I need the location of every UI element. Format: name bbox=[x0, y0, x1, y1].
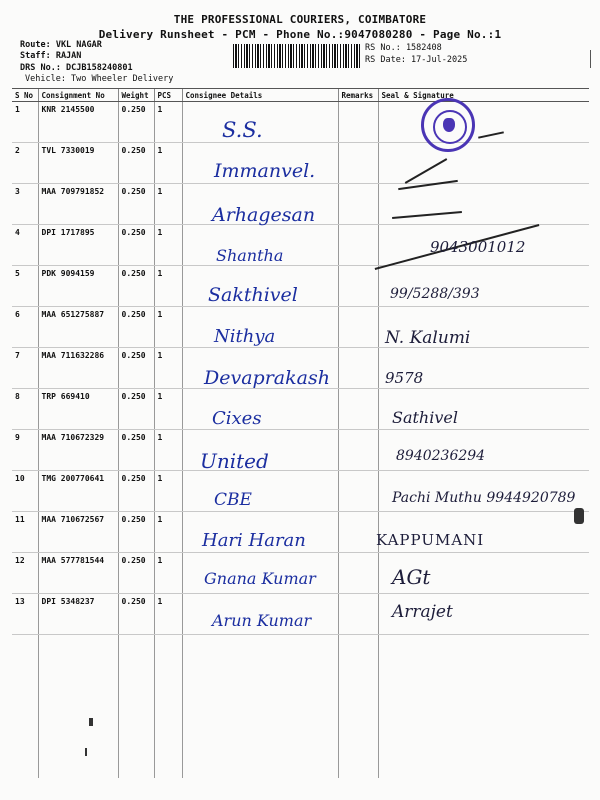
cell-sno: 5 bbox=[12, 266, 38, 307]
pen-mark bbox=[85, 748, 87, 756]
handwritten-signature: 9043001012 bbox=[430, 238, 526, 256]
handwritten-consignee: Nithya bbox=[214, 326, 276, 347]
barcode bbox=[233, 44, 360, 68]
cell-sno: 8 bbox=[12, 389, 38, 430]
cell-pcs: 1 bbox=[154, 184, 182, 225]
cell-sno: 9 bbox=[12, 430, 38, 471]
handwritten-signature: 8940236294 bbox=[396, 448, 486, 464]
table-row bbox=[12, 307, 589, 348]
cell-remarks bbox=[338, 430, 378, 471]
cell-consignment: MAA 710672329 bbox=[38, 430, 118, 471]
table-header-row bbox=[12, 89, 589, 102]
cell-consignment: DPI 5348237 bbox=[38, 594, 118, 635]
cell-sno: 7 bbox=[12, 348, 38, 389]
cell-sno: 12 bbox=[12, 553, 38, 594]
cell-remarks bbox=[338, 225, 378, 266]
pen-mark bbox=[89, 718, 93, 726]
drs-number: DRS No.: DCJB158240801 bbox=[20, 63, 133, 73]
col-header-remarks: Remarks bbox=[338, 89, 378, 102]
handwritten-signature: N. Kalumi bbox=[385, 328, 471, 348]
cell-pcs: 1 bbox=[154, 102, 182, 143]
cell-remarks bbox=[338, 102, 378, 143]
cell-remarks bbox=[338, 553, 378, 594]
cell-weight: 0.250 bbox=[118, 594, 154, 635]
handwritten-signature: Arrajet bbox=[392, 602, 453, 622]
cell-pcs: 1 bbox=[154, 389, 182, 430]
handwritten-signature: 99/5288/393 bbox=[390, 286, 480, 302]
cell-weight: 0.250 bbox=[118, 553, 154, 594]
table-filler-row bbox=[12, 635, 589, 779]
handwritten-consignee: Devaprakash bbox=[204, 367, 330, 389]
cell-remarks bbox=[338, 389, 378, 430]
cell-weight: 0.250 bbox=[118, 307, 154, 348]
runsheet-table bbox=[12, 88, 589, 778]
cell-weight: 0.250 bbox=[118, 102, 154, 143]
cell-sno: 1 bbox=[12, 102, 38, 143]
handwritten-signature: Sathivel bbox=[392, 408, 458, 427]
cell-sno: 2 bbox=[12, 143, 38, 184]
rs-date: RS Date: 17-Jul-2025 bbox=[365, 55, 468, 65]
cell-sno: 11 bbox=[12, 512, 38, 553]
company-title: THE PROFESSIONAL COURIERS, COIMBATORE bbox=[173, 13, 427, 26]
col-header-weight: Weight bbox=[118, 89, 154, 102]
cell-consignment: TVL 7330019 bbox=[38, 143, 118, 184]
pen-mark bbox=[590, 50, 591, 68]
cell-sno: 13 bbox=[12, 594, 38, 635]
handwritten-consignee: CBE bbox=[214, 490, 252, 510]
col-header-consignment: Consignment No bbox=[38, 89, 118, 102]
cell-pcs: 1 bbox=[154, 471, 182, 512]
cell-sno: 4 bbox=[12, 225, 38, 266]
handwritten-signature-initials: AGt bbox=[392, 565, 431, 589]
cell-weight: 0.250 bbox=[118, 266, 154, 307]
cell-pcs: 1 bbox=[154, 307, 182, 348]
handwritten-consignee: Shantha bbox=[216, 246, 284, 265]
handwritten-consignee: S.S. bbox=[222, 118, 263, 142]
handwritten-consignee: Gnana Kumar bbox=[204, 569, 316, 588]
cell-weight: 0.250 bbox=[118, 225, 154, 266]
cell-pcs: 1 bbox=[154, 553, 182, 594]
col-header-seal-signature: Seal & Signature bbox=[378, 89, 589, 102]
cell-remarks bbox=[338, 594, 378, 635]
cell-remarks bbox=[338, 471, 378, 512]
cell-weight: 0.250 bbox=[118, 184, 154, 225]
cell-signature bbox=[378, 143, 589, 184]
route-text: Route: VKL NAGAR bbox=[20, 40, 102, 50]
cell-consignment: KNR 2145500 bbox=[38, 102, 118, 143]
cell-consignment: MAA 577781544 bbox=[38, 553, 118, 594]
company-seal-stamp bbox=[421, 98, 475, 152]
cell-weight: 0.250 bbox=[118, 430, 154, 471]
handwritten-signature: 9578 bbox=[385, 369, 424, 387]
handwritten-consignee: United bbox=[200, 449, 269, 473]
cell-weight: 0.250 bbox=[118, 512, 154, 553]
cell-weight: 0.250 bbox=[118, 143, 154, 184]
cell-remarks bbox=[338, 307, 378, 348]
rs-number: RS No.: 1582408 bbox=[365, 43, 442, 53]
cell-sno: 6 bbox=[12, 307, 38, 348]
cell-weight: 0.250 bbox=[118, 389, 154, 430]
cell-pcs: 1 bbox=[154, 348, 182, 389]
cell-consignment: MAA 710672567 bbox=[38, 512, 118, 553]
cell-remarks bbox=[338, 348, 378, 389]
handwritten-consignee: Arun Kumar bbox=[212, 611, 312, 630]
cell-pcs: 1 bbox=[154, 225, 182, 266]
cell-consignment: MAA 711632286 bbox=[38, 348, 118, 389]
handwritten-signature: Pachi Muthu 9944920789 bbox=[392, 490, 576, 506]
table-row bbox=[12, 389, 589, 430]
cell-consignee bbox=[182, 471, 338, 512]
cell-remarks bbox=[338, 266, 378, 307]
cell-signature bbox=[378, 184, 589, 225]
cell-consignment: PDK 9094159 bbox=[38, 266, 118, 307]
handwritten-consignee: Sakthivel bbox=[208, 284, 298, 306]
vehicle-text: Vehicle: Two Wheeler Delivery bbox=[25, 74, 174, 84]
handwritten-consignee: Cixes bbox=[212, 408, 262, 429]
cell-remarks bbox=[338, 512, 378, 553]
cell-consignment: MAA 651275887 bbox=[38, 307, 118, 348]
handwritten-consignee: Immanvel. bbox=[214, 160, 316, 182]
cell-consignment: TMG 200770641 bbox=[38, 471, 118, 512]
cell-remarks bbox=[338, 184, 378, 225]
cell-weight: 0.250 bbox=[118, 471, 154, 512]
cell-sno: 10 bbox=[12, 471, 38, 512]
handwritten-signature: KAPPUMANI bbox=[376, 531, 485, 549]
cell-consignment: DPI 1717895 bbox=[38, 225, 118, 266]
runsheet-subtitle: Delivery Runsheet - PCM - Phone No.:9047080280 - Page No.:1 bbox=[98, 28, 502, 41]
table-row bbox=[12, 266, 589, 307]
cell-consignment: MAA 709791852 bbox=[38, 184, 118, 225]
cell-sno: 3 bbox=[12, 184, 38, 225]
handwritten-consignee: Hari Haran bbox=[202, 530, 306, 551]
col-header-pcs: PCS bbox=[154, 89, 182, 102]
cell-pcs: 1 bbox=[154, 512, 182, 553]
cell-pcs: 1 bbox=[154, 594, 182, 635]
col-header-sno: S No bbox=[12, 89, 38, 102]
cell-pcs: 1 bbox=[154, 143, 182, 184]
staff-text: Staff: RAJAN bbox=[20, 51, 82, 61]
cell-weight: 0.250 bbox=[118, 348, 154, 389]
cell-pcs: 1 bbox=[154, 266, 182, 307]
handwritten-consignee: Arhagesan bbox=[212, 204, 316, 226]
table-row bbox=[12, 102, 589, 143]
cell-pcs: 1 bbox=[154, 430, 182, 471]
cell-consignment: TRP 669410 bbox=[38, 389, 118, 430]
cell-remarks bbox=[338, 143, 378, 184]
col-header-consignee: Consignee Details bbox=[182, 89, 338, 102]
table-row bbox=[12, 430, 589, 471]
pen-mark bbox=[574, 508, 584, 524]
